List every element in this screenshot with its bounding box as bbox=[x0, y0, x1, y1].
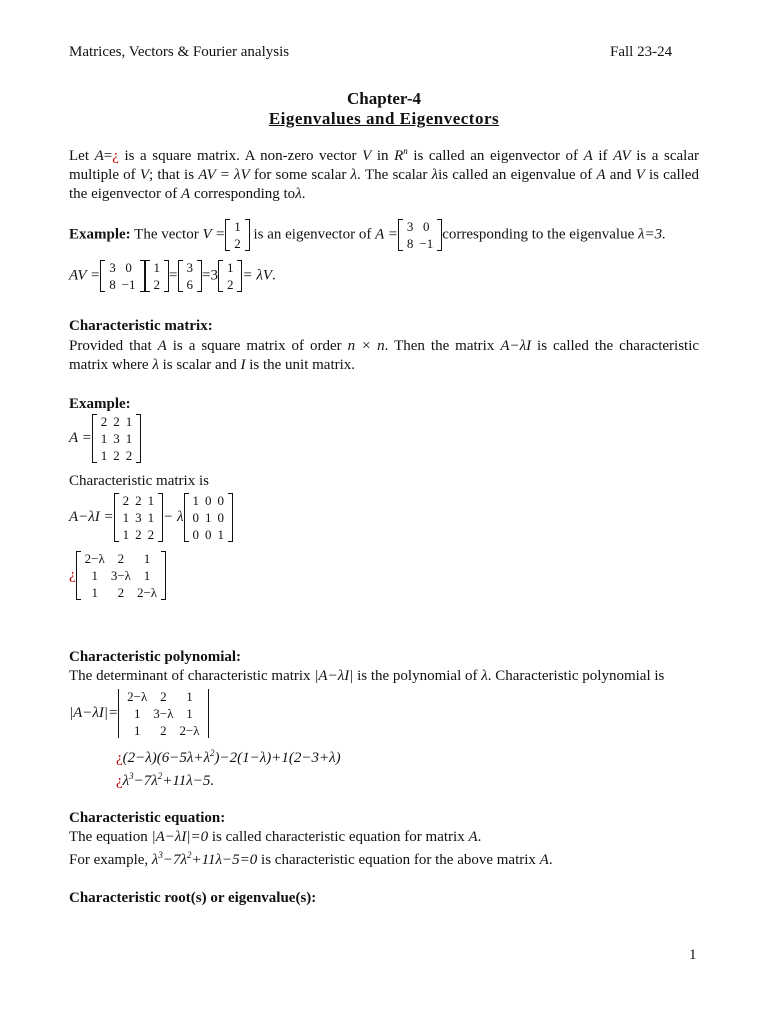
cell: 1 bbox=[122, 527, 130, 542]
cell: 1 bbox=[143, 568, 151, 583]
math: −7λ bbox=[162, 852, 188, 868]
cell: 2−λ bbox=[127, 689, 148, 704]
cell: 2 bbox=[147, 527, 155, 542]
text: Provided that bbox=[69, 338, 158, 354]
cell: 1 bbox=[133, 723, 141, 738]
vector bbox=[218, 259, 243, 293]
math-AV-equals: AV = bbox=[69, 267, 101, 284]
text: The equation bbox=[69, 829, 152, 845]
cell: 1 bbox=[147, 510, 155, 525]
cell: 2 bbox=[117, 585, 125, 600]
text: corresponding to bbox=[190, 186, 296, 202]
cell: 1 bbox=[125, 431, 133, 446]
cell: 2−λ bbox=[84, 551, 105, 566]
math: +11λ−5=0 bbox=[191, 852, 258, 868]
heading-characteristic-polynomial: Characteristic polynomial: bbox=[69, 649, 242, 665]
cell: 1 bbox=[205, 510, 212, 525]
math-V-equals: V = bbox=[202, 226, 226, 243]
heading-characteristic-matrix: Characteristic matrix: bbox=[69, 318, 213, 334]
text: ; that is bbox=[149, 167, 199, 183]
text: . Then the matrix bbox=[384, 338, 501, 354]
cell: 2 bbox=[122, 493, 130, 508]
text: for some scalar bbox=[249, 167, 351, 183]
math-A: A bbox=[181, 186, 191, 202]
text: . Characteristic polynomial is bbox=[487, 668, 665, 684]
cell: 2 bbox=[113, 448, 120, 463]
matrix bbox=[100, 259, 144, 293]
text: in bbox=[371, 148, 395, 164]
math-lambda: λ bbox=[295, 186, 302, 202]
text: is characteristic equation for the above matrix bbox=[257, 852, 540, 868]
exponent: 3 bbox=[129, 771, 134, 781]
math-lambda-V: = λV bbox=[242, 267, 272, 284]
chapter-number: Chapter-4 bbox=[347, 89, 421, 108]
math-lambda: λ bbox=[481, 668, 488, 684]
cell: 0 bbox=[125, 260, 132, 275]
math-eigen-equation: AV = λV bbox=[198, 167, 250, 183]
cell: 1 bbox=[186, 706, 193, 721]
cell: 2 bbox=[117, 551, 125, 566]
math-determinant-equals: |A−λI|= bbox=[69, 704, 119, 721]
math-V: V bbox=[635, 167, 645, 183]
cell: 2 bbox=[160, 689, 167, 704]
math-I: I bbox=[240, 357, 246, 373]
cell: 0 bbox=[192, 527, 200, 542]
text: is called an eigenvalue of bbox=[438, 167, 597, 183]
cell: 1 bbox=[133, 706, 141, 721]
cell: 3−λ bbox=[153, 706, 174, 721]
cell: 2 bbox=[100, 414, 108, 429]
example-label: Example: bbox=[69, 226, 131, 243]
math-A: A bbox=[157, 338, 167, 354]
math-V: V bbox=[362, 148, 372, 164]
text: The vector bbox=[130, 226, 203, 243]
text: . bbox=[301, 186, 306, 202]
cell: 2 bbox=[113, 414, 120, 429]
equals: =3 bbox=[202, 267, 218, 284]
cell: 1 bbox=[147, 493, 155, 508]
math-A-equals: A = bbox=[375, 226, 398, 243]
cell: 8 bbox=[406, 236, 414, 251]
cell: 1 bbox=[153, 260, 161, 275]
cell: 3 bbox=[113, 431, 120, 446]
math-lambda: λ bbox=[350, 167, 358, 183]
math-A-minus-lambda-I-equals: A−λI = bbox=[69, 508, 114, 525]
math-order: n × n bbox=[347, 338, 385, 354]
matrix-A bbox=[114, 492, 164, 543]
determinant-matrix bbox=[118, 688, 208, 739]
characteristic-matrix-result bbox=[69, 550, 166, 601]
page-number: 1 bbox=[689, 947, 697, 963]
cell: 2−λ bbox=[179, 723, 200, 738]
text: corresponding to the eigenvalue bbox=[442, 226, 638, 243]
text: is called characteristic equation for matrix bbox=[208, 829, 469, 845]
cell: 2 bbox=[125, 448, 133, 463]
text: . The scalar bbox=[357, 167, 432, 183]
cell: 1 bbox=[226, 260, 234, 275]
math-A-minus-lambda-I: A−λI bbox=[500, 338, 532, 354]
cell: 1 bbox=[91, 568, 98, 583]
cell: 2 bbox=[226, 277, 234, 292]
text: if bbox=[592, 148, 614, 164]
intro-paragraph bbox=[69, 142, 699, 204]
math-R: R bbox=[394, 148, 404, 164]
math-n: n bbox=[403, 146, 408, 156]
identity-matrix bbox=[184, 492, 234, 543]
cell: 2−λ bbox=[136, 585, 158, 600]
equals: = bbox=[169, 267, 178, 284]
math-A: A bbox=[539, 852, 549, 868]
text: (2−λ)(6−5λ+λ bbox=[122, 750, 211, 766]
text: is called an eigenvector of bbox=[407, 148, 584, 164]
cell: 2 bbox=[135, 493, 142, 508]
math-determinant: |A−λI| bbox=[314, 668, 354, 684]
text: )−2(1−λ)+1(2−3+λ) bbox=[214, 750, 341, 766]
cell: 3 bbox=[186, 260, 193, 275]
text: . bbox=[548, 852, 553, 868]
cell: 0 bbox=[205, 527, 212, 542]
polynomial-step-2 bbox=[116, 771, 214, 790]
vector bbox=[145, 259, 170, 293]
cell: 0 bbox=[217, 493, 225, 508]
cell: 1 bbox=[186, 689, 193, 704]
example1-line bbox=[69, 218, 666, 252]
cell: 3 bbox=[135, 510, 142, 525]
matrix-A bbox=[398, 218, 442, 252]
characteristic-equation-line-2 bbox=[69, 850, 553, 869]
cell: 0 bbox=[205, 493, 212, 508]
cell: 0 bbox=[192, 510, 200, 525]
math-A: A bbox=[583, 148, 593, 164]
broken-glyph: ¿ bbox=[69, 566, 76, 583]
text: is an eigenvector of bbox=[249, 226, 376, 243]
text: and bbox=[605, 167, 636, 183]
cell: −1 bbox=[121, 277, 136, 292]
cell: 3 bbox=[109, 260, 116, 275]
text: is a square matrix. A non-zero vector bbox=[118, 148, 363, 164]
result-matrix bbox=[76, 550, 166, 601]
chapter-title-text: Eigenvalues and Eigenvectors bbox=[268, 109, 500, 128]
cell: 0 bbox=[217, 510, 225, 525]
broken-glyph: ¿ bbox=[116, 750, 123, 766]
math-A: A bbox=[468, 829, 478, 845]
example1-calculation bbox=[69, 259, 276, 293]
text: . bbox=[477, 829, 482, 845]
text: For example, bbox=[69, 852, 152, 868]
cell: 0 bbox=[423, 219, 430, 234]
exponent: 2 bbox=[157, 771, 163, 781]
characteristic-matrix-paragraph bbox=[69, 337, 699, 375]
math-lambda: λ bbox=[152, 357, 159, 373]
matrix-A bbox=[92, 413, 142, 464]
text: is the unit matrix. bbox=[245, 357, 356, 373]
characteristic-equation-line-1 bbox=[69, 829, 481, 846]
math-AV: AV bbox=[613, 148, 631, 164]
math-A: A bbox=[596, 167, 606, 183]
broken-glyph: ¿ bbox=[112, 148, 119, 164]
text: . bbox=[272, 267, 276, 284]
cell: 2 bbox=[135, 527, 142, 542]
cell: 1 bbox=[217, 527, 225, 542]
math-eigenvalue: λ=3. bbox=[637, 226, 666, 243]
cell: 1 bbox=[192, 493, 200, 508]
exponent: 2 bbox=[187, 850, 192, 860]
math-V: V bbox=[139, 167, 150, 183]
text: is called the eigenvector of bbox=[69, 167, 699, 202]
cell: 1 bbox=[125, 414, 133, 429]
math-A: A bbox=[94, 148, 104, 164]
polynomial-step-1 bbox=[116, 748, 341, 767]
heading-characteristic-equation: Characteristic equation: bbox=[69, 810, 226, 826]
characteristic-matrix-label: Characteristic matrix is bbox=[69, 473, 209, 489]
characteristic-polynomial-paragraph bbox=[69, 667, 699, 686]
exponent: 2 bbox=[210, 748, 215, 758]
cell: 3−λ bbox=[110, 568, 131, 583]
cell: 2 bbox=[160, 723, 167, 738]
header-course-title: Matrices, Vectors & Fourier analysis bbox=[69, 44, 290, 60]
vector-V bbox=[225, 218, 250, 252]
cell: 2 bbox=[234, 236, 241, 251]
text: is the polynomial of bbox=[353, 668, 482, 684]
cell: 2 bbox=[153, 277, 161, 292]
cell: 1 bbox=[91, 585, 98, 600]
math: λ bbox=[151, 852, 159, 868]
chapter-title bbox=[0, 109, 768, 129]
determinant-expression bbox=[69, 688, 209, 739]
text: λ bbox=[122, 773, 130, 789]
heading-characteristic-roots: Characteristic root(s) or eigenvalue(s): bbox=[69, 890, 317, 906]
example2-matrix-A bbox=[69, 413, 141, 464]
characteristic-matrix-expression bbox=[69, 492, 233, 543]
cell: 1 bbox=[100, 448, 108, 463]
example2-label: Example: bbox=[69, 396, 131, 412]
text: is a square matrix of order bbox=[166, 338, 348, 354]
math-minus-lambda: − λ bbox=[163, 508, 184, 525]
text: −7λ bbox=[133, 773, 158, 789]
cell: 8 bbox=[109, 277, 116, 292]
cell: 6 bbox=[186, 277, 193, 292]
math-lambda: λ bbox=[431, 167, 439, 183]
cell: 1 bbox=[100, 431, 108, 446]
text: is called the characteristic matrix where bbox=[69, 338, 700, 373]
header-term: Fall 23-24 bbox=[610, 44, 673, 60]
text: is a scalar multiple of bbox=[69, 148, 699, 183]
cell: 1 bbox=[143, 551, 151, 566]
cell: 3 bbox=[406, 219, 414, 234]
exponent: 3 bbox=[158, 850, 163, 860]
cell: 1 bbox=[122, 510, 130, 525]
cell: 1 bbox=[234, 219, 241, 234]
text: The determinant of characteristic matrix bbox=[69, 668, 315, 684]
cell: −1 bbox=[419, 236, 434, 251]
vector bbox=[178, 259, 203, 293]
broken-glyph: ¿ bbox=[116, 773, 123, 789]
text: +11λ−5. bbox=[162, 773, 215, 789]
math-A-equals: A = bbox=[69, 429, 92, 446]
text: = bbox=[103, 148, 113, 164]
text: Let bbox=[69, 148, 95, 164]
text: is scalar and bbox=[158, 357, 241, 373]
math-equation: |A−λI|=0 bbox=[151, 829, 209, 845]
